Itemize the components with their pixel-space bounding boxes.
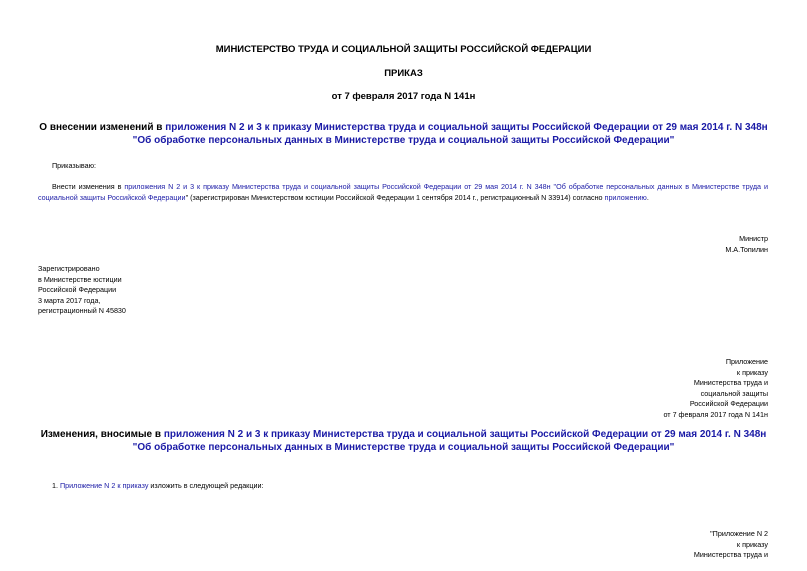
changes-title-prefix: Изменения, вносимые в <box>40 429 164 440</box>
item-number: 1. <box>52 481 60 490</box>
ministry-heading: МИНИСТЕРСТВО ТРУДА И СОЦИАЛЬНОЙ ЗАЩИТЫ РОССИЙСКОЙ ФЕДЕРАЦИИ <box>215 44 592 55</box>
appendix-line: Приложение <box>725 357 768 366</box>
link-appendix-2[interactable]: Приложение N 2 к приказу <box>60 481 149 490</box>
appendix-header <box>663 357 768 420</box>
title-prefix: О внесении изменений в <box>39 122 166 133</box>
order-body <box>38 182 768 203</box>
item-text: изложить в следующей редакции: <box>148 481 264 490</box>
appendix-line: социальной защиты <box>700 388 768 398</box>
registration-line: регистрационный N 45830 <box>38 306 126 315</box>
signature-name: М.А.Топилин <box>725 244 768 254</box>
registration-block <box>38 264 126 317</box>
appendix-2-line: "Приложение N 2 <box>710 529 768 538</box>
appendix-2-line: Министерства труда и <box>693 550 768 559</box>
change-item-1 <box>52 481 263 492</box>
changes-title <box>30 428 777 454</box>
document-date-number: от 7 февраля 2017 года N 141н <box>331 91 476 102</box>
registration-line: 3 марта 2017 года, <box>38 295 101 305</box>
title-link[interactable]: приложения N 2 и 3 к приказу Министерства труда и социальной защиты Российской Федерации от 29 мая 2014 г. N 348н "Об обработке персональных данных в Министерстве труда и социальной защиты Российской Федерации" <box>132 122 768 146</box>
changes-title-link[interactable]: приложения N 2 и 3 к приказу Министерства труда и социальной защиты Российской Федерации от 29 мая 2014 г. N 348н "Об обработке персональных данных в Министерстве труда и социальной защиты Российской Федерации" <box>132 429 767 453</box>
signature-block <box>725 234 768 255</box>
registration-line: в Министерстве юстиции <box>38 274 122 284</box>
link-appendix[interactable]: приложению <box>604 192 647 202</box>
appendix-line: Министерства труда и <box>693 378 768 387</box>
document-type: ПРИКАЗ <box>384 68 423 79</box>
appendix-line: от 7 февраля 2017 года N 141н <box>663 409 768 419</box>
document-title <box>30 121 777 147</box>
body-text-suffix: " (зарегистрирован Министерством юстиции Российской Федерации 1 сентября 2014 г., регистрационный N 33914) согласно <box>185 192 605 202</box>
appendix-line: Российской Федерации <box>689 399 768 408</box>
appendix-2-header <box>694 529 768 561</box>
body-text-end: . <box>646 192 649 202</box>
appendix-line: к приказу <box>736 367 768 377</box>
appendix-2-line: к приказу <box>736 539 768 549</box>
body-text-order-ref[interactable]: к приказу Министерства труда и социальной защиты Российской Федерации от 29 мая 2014 г. N 348н "Об обработке персональных данных в Министерстве труда и социальной защиты Российской Федерации <box>38 182 768 202</box>
body-text-prefix: Внести изменения в <box>52 182 125 191</box>
link-appendices-2-3[interactable]: приложения N 2 и 3 <box>124 182 195 191</box>
signature-position: Министр <box>739 234 768 243</box>
registration-line: Российской Федерации <box>38 285 117 294</box>
registration-line: Зарегистрировано <box>38 264 100 273</box>
order-word: Приказываю: <box>52 161 96 170</box>
